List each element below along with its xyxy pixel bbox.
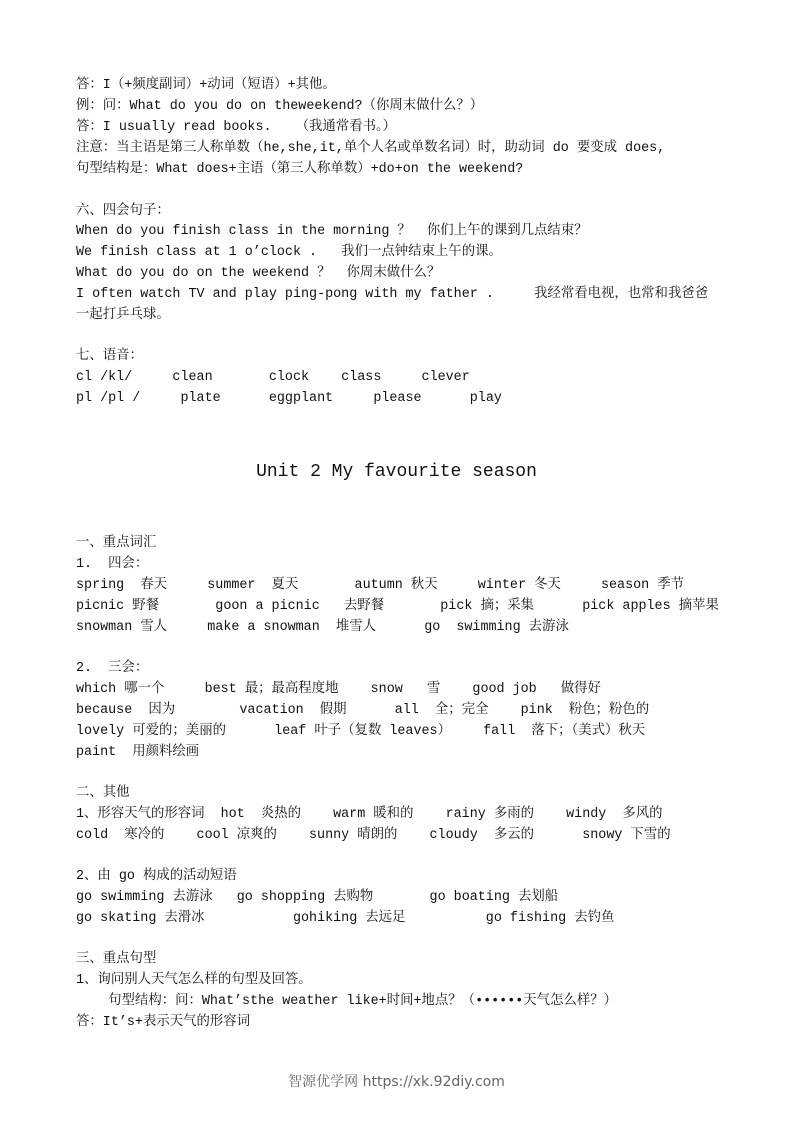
weather-words-line: 1、形容天气的形容词 hot 炎热的 warm 暖和的 rainy 多雨的 windy 多风的: [76, 807, 663, 822]
phrase-line: go swimming 去游泳 go shopping 去购物 go boating 去划船: [76, 890, 559, 905]
vocab-line: lovely 可爱的；美丽的 leaf 叶子（复数 leaves） fall 落下；（美式）秋天: [76, 724, 646, 739]
vocab-line: which 哪一个 best 最；最高程度地 snow 雪 good job 做得好: [76, 682, 601, 697]
subheading: 2. 三会：: [76, 661, 149, 676]
footer-watermark: 智源优学网 https://xk.92diy.com: [288, 1074, 505, 1090]
example-question-line: 例：问：What do you do on theweekend?（你周末做什么？）: [76, 99, 484, 114]
section-six-heading: 六、四会句子：: [76, 204, 170, 219]
vocab-line: spring 春天 summer 夏天 autumn 秋天 winter 冬天 season 季节: [76, 578, 685, 593]
structure-line: 句型结构：问：What’sthe weather like+时间+地点？（••••••天气怎么样？）: [76, 994, 618, 1009]
section-seven-heading: 七、语音：: [76, 349, 143, 364]
vocab-line: because 因为 vacation 假期 all 全；完全 pink 粉色；粉色的: [76, 703, 650, 718]
subheading: 1. 四会：: [76, 557, 149, 572]
sentence-line: I often watch TV and play ping-pong with my father . 我经常看电视，也常和我爸爸: [76, 287, 709, 302]
subheading: 1、询问别人天气怎么样的句型及回答。: [76, 973, 312, 988]
sentence-line: We finish class at 1 o’clock . 我们一点钟结束上午的课。: [76, 245, 502, 260]
section-three-heading: 三、重点句型: [76, 952, 157, 967]
weather-words-line: cold 寒冷的 cool 凉爽的 sunny 晴朗的 cloudy 多云的 snowy 下雪的: [76, 828, 671, 843]
phrase-line: go skating 去滑冰 gohiking 去远足 go fishing 去钓鱼: [76, 911, 615, 926]
answer-line: 答：It’s+表示天气的形容词: [76, 1015, 251, 1030]
vocab-line: snowman 雪人 make a snowman 堆雪人 go swimming 去游泳: [76, 620, 569, 635]
sentence-line: What do you do on the weekend ？ 你周末做什么？: [76, 266, 441, 281]
vocab-line: picnic 野餐 goon a picnic 去野餐 pick 摘；采集 pick apples 摘苹果: [76, 599, 719, 614]
subheading: 2、由 go 构成的活动短语: [76, 869, 237, 884]
structure-line: 句型结构是：What does+主语（第三人称单数）+do+on the weekend?: [76, 162, 524, 177]
answer-structure-line: 答：I（+频度副词）+动词（短语）+其他。: [76, 78, 336, 93]
note-line: 注意：当主语是第三人称单数（he,she,it,单个人名或单数名词）时，助动词 do 要变成 does,: [76, 141, 666, 156]
phonics-line: pl /pl / plate eggplant please play: [76, 391, 502, 406]
section-one-heading: 一、重点词汇: [76, 536, 157, 551]
sentence-line: When do you finish class in the morning ？ 你们上午的课到几点结束？: [76, 224, 588, 239]
unit-title: Unit 2 My favourite season: [256, 462, 537, 482]
section-two-heading: 二、其他: [76, 786, 130, 801]
vocab-line: paint 用颜料绘画: [76, 745, 200, 760]
example-answer-line: 答：I usually read books. （我通常看书。）: [76, 120, 397, 135]
phonics-line: cl /kl/ clean clock class clever: [76, 370, 470, 385]
sentence-line: 一起打乒乓球。: [76, 308, 170, 323]
